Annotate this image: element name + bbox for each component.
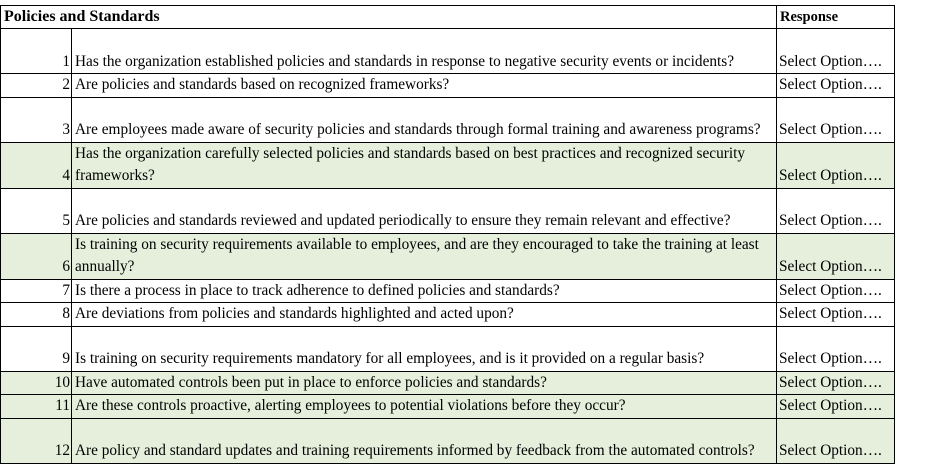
response-select-cell[interactable]: Select Option….	[777, 29, 895, 74]
response-select-cell[interactable]: Select Option….	[777, 371, 895, 395]
policies-table	[0, 5, 895, 464]
question-cell[interactable]: Are policies and standards based on recognized frameworks?	[72, 74, 777, 98]
table-row	[1, 233, 895, 279]
table-row	[1, 74, 895, 98]
question-cell[interactable]: Are these controls proactive, alerting employees to potential violations before they occur?	[72, 395, 777, 419]
question-cell[interactable]: Is training on security requirements available to employees, and are they encouraged to take the training at least annually?	[72, 233, 777, 279]
row-number-cell[interactable]: 9	[1, 326, 72, 371]
row-number-cell[interactable]: 4	[1, 142, 72, 188]
response-select-cell[interactable]: Select Option….	[777, 188, 895, 233]
response-select-cell[interactable]: Select Option….	[777, 142, 895, 188]
row-number-cell[interactable]: 1	[1, 29, 72, 74]
table-row	[1, 279, 895, 303]
row-number-cell[interactable]: 3	[1, 97, 72, 142]
table-row	[1, 188, 895, 233]
question-cell[interactable]: Are policy and standard updates and training requirements informed by feedback from the automated controls?	[72, 418, 777, 463]
table-row	[1, 97, 895, 142]
response-select-cell[interactable]: Select Option….	[777, 418, 895, 463]
question-cell[interactable]: Are deviations from policies and standards highlighted and acted upon?	[72, 303, 777, 327]
question-cell[interactable]: Have automated controls been put in place to enforce policies and standards?	[72, 371, 777, 395]
table-row	[1, 29, 895, 74]
table-row	[1, 395, 895, 419]
header-row	[1, 6, 895, 29]
row-number-cell[interactable]: 5	[1, 188, 72, 233]
question-cell[interactable]: Are employees made aware of security policies and standards through formal training and awareness programs?	[72, 97, 777, 142]
question-cell[interactable]: Are policies and standards reviewed and updated periodically to ensure they remain relevant and effective?	[72, 188, 777, 233]
row-number-cell[interactable]: 7	[1, 279, 72, 303]
table-row	[1, 142, 895, 188]
question-cell[interactable]: Has the organization carefully selected policies and standards based on best practices and recognized security frameworks?	[72, 142, 777, 188]
question-cell[interactable]: Is training on security requirements mandatory for all employees, and is it provided on a regular basis?	[72, 326, 777, 371]
question-cell[interactable]: Is there a process in place to track adherence to defined policies and standards?	[72, 279, 777, 303]
response-select-cell[interactable]: Select Option….	[777, 279, 895, 303]
response-select-cell[interactable]: Select Option….	[777, 74, 895, 98]
row-number-cell[interactable]: 8	[1, 303, 72, 327]
table-row	[1, 326, 895, 371]
response-select-cell[interactable]: Select Option….	[777, 303, 895, 327]
response-column-header[interactable]: Response	[777, 6, 895, 29]
row-number-cell[interactable]: 11	[1, 395, 72, 419]
row-number-cell[interactable]: 6	[1, 233, 72, 279]
row-number-cell[interactable]: 10	[1, 371, 72, 395]
response-select-cell[interactable]: Select Option….	[777, 395, 895, 419]
question-cell[interactable]: Has the organization established policies and standards in response to negative security events or incidents?	[72, 29, 777, 74]
row-number-cell[interactable]: 12	[1, 418, 72, 463]
response-select-cell[interactable]: Select Option….	[777, 326, 895, 371]
table-row	[1, 371, 895, 395]
section-title[interactable]: Policies and Standards	[1, 6, 777, 29]
row-number-cell[interactable]: 2	[1, 74, 72, 98]
response-select-cell[interactable]: Select Option….	[777, 233, 895, 279]
response-select-cell[interactable]: Select Option….	[777, 97, 895, 142]
table-row	[1, 303, 895, 327]
table-row	[1, 418, 895, 463]
